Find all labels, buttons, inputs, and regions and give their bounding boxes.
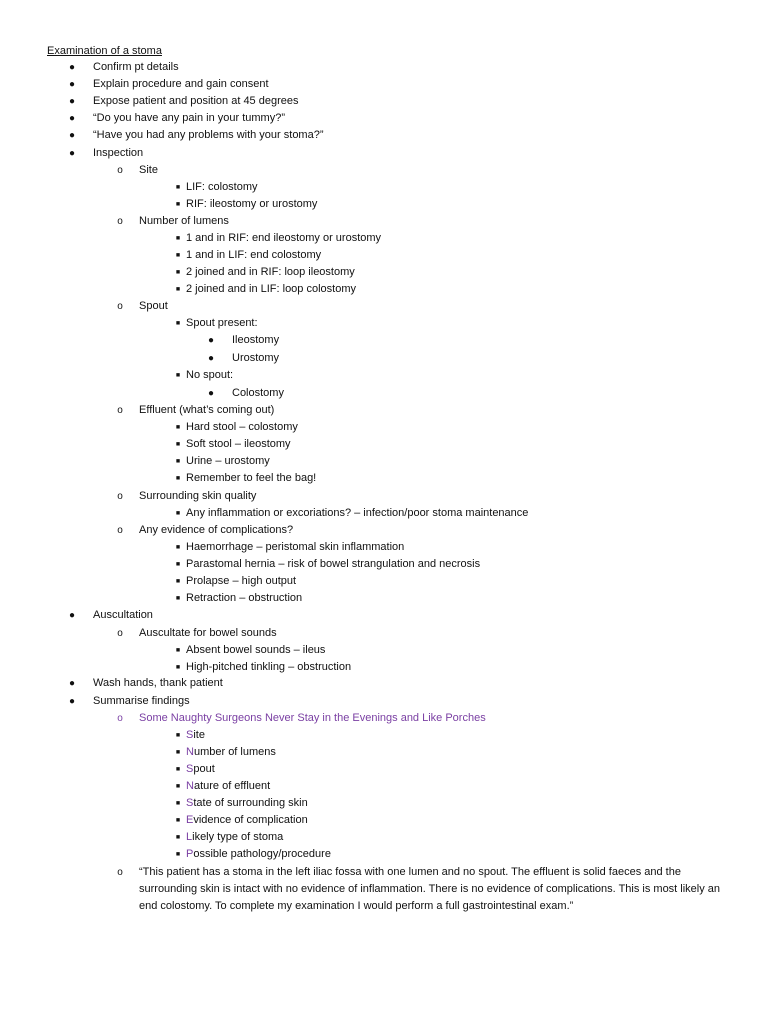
list-item [0,59,768,76]
acronym-letter: E [186,814,194,826]
circle-bullet-icon: o [117,867,123,878]
list-item-text: 2 joined and in RIF: loop ileostomy [186,266,355,278]
list-item [0,488,768,505]
list-item [0,642,768,659]
list-item-text: Soft stool – ileostomy [186,438,291,450]
list-item [0,315,768,332]
dot-bullet-icon: ● [68,62,76,73]
square-bullet-icon: ■ [175,817,181,824]
acronym-item-text [186,795,308,812]
list-item-text: Some Naughty Surgeons Never Stay in the Evenings and Like Porches [139,712,486,724]
list-item-text: Ileostomy [232,334,280,346]
square-bullet-icon: ■ [175,372,181,379]
square-bullet-icon: ■ [175,286,181,293]
list-item [0,179,768,196]
list-item-text: Inspection [93,147,144,159]
list-item-text: Any evidence of complications? [139,524,294,536]
acronym-rest: ikely type of stoma [192,831,284,843]
square-bullet-icon: ■ [175,834,181,841]
acronym-rest: ite [193,729,205,741]
list-item [0,230,768,247]
acronym-item-text [186,846,331,863]
acronym-letter: S [186,797,194,809]
acronym-item-text [186,778,270,795]
acronym-item [0,795,768,812]
square-bullet-icon: ■ [175,544,181,551]
acronym-letter: L [186,831,193,843]
list-item-text: Confirm pt details [93,61,179,73]
square-bullet-icon: ■ [175,800,181,807]
list-item [0,213,768,230]
acronym-item [0,846,768,863]
list-item-text: Prolapse – high output [186,575,297,587]
list-item-text: Hard stool – colostomy [186,421,298,433]
list-item [0,675,768,692]
list-item [0,127,768,144]
list-item-text: Explain procedure and gain consent [93,78,269,90]
summary-paragraph-bullet [0,864,130,881]
summary-paragraph: “This patient has a stoma in the left iliac fossa with one lumen and no spout. The effluent is solid faeces and the surrounding skin is intact with no evidence of inflammation. There is no evidence of complications. This is most likely an end colostomy. To complete my examination I would perform a full gastrointestinal exam.” [139,866,721,912]
list-item [0,693,768,710]
square-bullet-icon: ■ [175,578,181,585]
acronym-item [0,727,768,744]
list-item [0,419,768,436]
list-item-text: Effluent (what’s coming out) [139,404,275,416]
acronym-letter: P [186,848,194,860]
list-item [0,145,768,162]
list-item [0,247,768,264]
circle-bullet-icon: o [117,713,123,724]
acronym-item-text [186,829,283,846]
square-bullet-icon: ■ [175,184,181,191]
acronym-item-text [186,761,215,778]
square-bullet-icon: ■ [175,732,181,739]
list-item [0,281,768,298]
square-bullet-icon: ■ [175,595,181,602]
acronym-letter: N [186,780,194,792]
square-bullet-icon: ■ [175,766,181,773]
list-item [0,332,768,349]
square-bullet-icon: ■ [175,235,181,242]
list-item-text: Wash hands, thank patient [93,677,223,689]
circle-bullet-icon: o [117,628,123,639]
square-bullet-icon: ■ [175,851,181,858]
list-item [0,196,768,213]
square-bullet-icon: ■ [175,647,181,654]
list-item [0,76,768,93]
list-item-text: Any inflammation or excoriations? – infection/poor stoma maintenance [186,507,529,519]
dot-bullet-icon: ● [68,678,76,689]
list-item-text: Haemorrhage – peristomal skin inflammation [186,541,405,553]
circle-bullet-icon: o [117,525,123,536]
square-bullet-icon: ■ [175,664,181,671]
dot-bullet-icon: ● [207,335,215,346]
list-item-text: Retraction – obstruction [186,592,303,604]
list-item [0,298,768,315]
acronym-rest: ature of effluent [193,780,271,792]
list-item [0,453,768,470]
list-item-text: LIF: colostomy [186,181,258,193]
list-item [0,110,768,127]
page-title: Examination of a stoma [47,45,162,57]
dot-bullet-icon: ● [68,148,76,159]
list-item [0,539,768,556]
dot-bullet-icon: ● [68,96,76,107]
list-item [0,625,768,642]
square-bullet-icon: ■ [175,561,181,568]
acronym-item [0,829,768,846]
acronym-item [0,778,768,795]
dot-bullet-icon: ● [68,79,76,90]
list-item [0,385,768,402]
list-item-text: Urostomy [232,352,280,364]
circle-bullet-icon: o [117,216,123,227]
acronym-letter: S [186,763,194,775]
list-item [0,573,768,590]
square-bullet-icon: ■ [175,510,181,517]
list-item-text: Absent bowel sounds – ileus [186,644,326,656]
square-bullet-icon: ■ [175,749,181,756]
list-item [0,436,768,453]
list-item-text: Spout present: [186,317,258,329]
dot-bullet-icon: ● [68,610,76,621]
list-item-text: Auscultation [93,609,153,621]
list-item [0,522,768,539]
list-item [0,402,768,419]
list-item-text: Site [139,164,158,176]
list-item-text: “Do you have any pain in your tummy?” [93,112,285,124]
list-item-text: Surrounding skin quality [139,490,257,502]
dot-bullet-icon: ● [207,388,215,399]
list-item-text: 1 and in LIF: end colostomy [186,249,322,261]
list-item [0,710,768,727]
acronym-rest: ossible pathology/procedure [193,848,331,860]
list-item-text: Summarise findings [93,695,190,707]
list-item-text: 1 and in RIF: end ileostomy or urostomy [186,232,382,244]
acronym-item-text [186,727,205,744]
acronym-rest: pout [193,763,215,775]
acronym-item [0,761,768,778]
effluent-note: (what’s coming out) [176,404,275,416]
square-bullet-icon: ■ [175,269,181,276]
circle-bullet-icon: o [117,165,123,176]
list-item-text: Number of lumens [139,215,229,227]
list-item [0,659,768,676]
square-bullet-icon: ■ [175,783,181,790]
list-item [0,607,768,624]
list-item-text: High-pitched tinkling – obstruction [186,661,352,673]
list-item-text: “Have you had any problems with your stoma?” [93,129,324,141]
acronym-letter: S [186,729,194,741]
circle-bullet-icon: o [117,405,123,416]
acronym-rest: tate of surrounding skin [193,797,308,809]
dot-bullet-icon: ● [68,696,76,707]
square-bullet-icon: ■ [175,475,181,482]
list-item-text: Spout [139,300,168,312]
square-bullet-icon: ■ [175,458,181,465]
list-item [0,556,768,573]
list-item-text: Urine – urostomy [186,455,270,467]
list-item [0,505,768,522]
acronym-letter: N [186,746,194,758]
list-item [0,93,768,110]
dot-bullet-icon: ● [207,353,215,364]
list-item-text: Auscultate for bowel sounds [139,627,277,639]
list-item [0,470,768,487]
list-item [0,162,768,179]
list-item-text: RIF: ileostomy or urostomy [186,198,318,210]
list-item-text: 2 joined and in LIF: loop colostomy [186,283,356,295]
dot-bullet-icon: ● [68,130,76,141]
acronym-item [0,812,768,829]
list-item-text: Remember to feel the bag! [186,472,317,484]
acronym-item [0,744,768,761]
square-bullet-icon: ■ [175,252,181,259]
acronym-item-text [186,812,308,829]
list-item-text: Parastomal hernia – risk of bowel strangulation and necrosis [186,558,481,570]
square-bullet-icon: ■ [175,441,181,448]
dot-bullet-icon: ● [68,113,76,124]
list-item-text: Expose patient and position at 45 degrees [93,95,299,107]
circle-bullet-icon: o [117,301,123,312]
list-item [0,367,768,384]
acronym-rest: umber of lumens [193,746,276,758]
square-bullet-icon: ■ [175,201,181,208]
square-bullet-icon: ■ [175,320,181,327]
list-item-text: Colostomy [232,387,284,399]
acronym-item-text [186,744,276,761]
square-bullet-icon: ■ [175,424,181,431]
list-item [0,350,768,367]
list-item [0,264,768,281]
circle-bullet-icon: o [117,491,123,502]
list-item [0,590,768,607]
list-item-text: No spout: [186,369,234,381]
acronym-rest: vidence of complication [193,814,308,826]
